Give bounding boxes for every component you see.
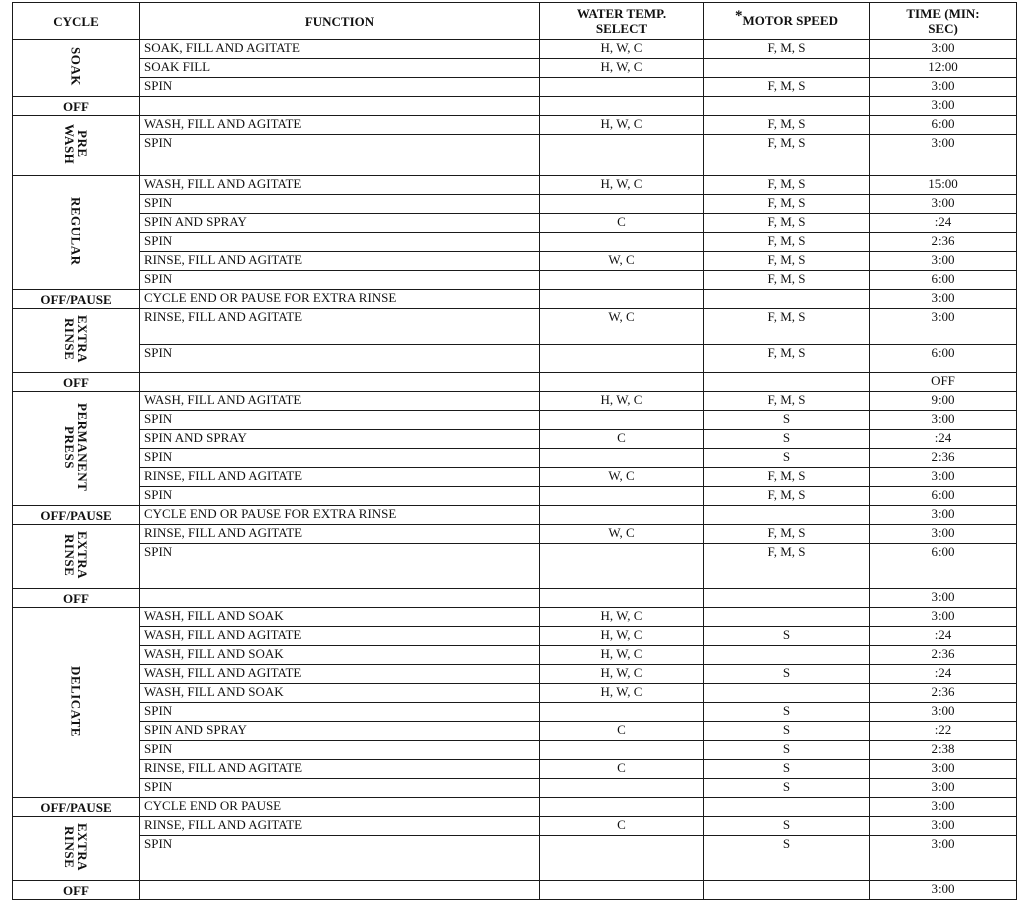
- time-cell: 2:36: [870, 684, 1017, 703]
- cycle-label: DELICATE: [68, 665, 84, 737]
- motor-speed-cell: [704, 506, 870, 525]
- cycle-cell: [13, 817, 140, 881]
- water-temp-cell: [540, 449, 704, 468]
- time-cell: 3:00: [870, 40, 1017, 59]
- time-cell: 3:00: [870, 506, 1017, 525]
- function-cell: SOAK FILL: [140, 59, 540, 78]
- water-temp-cell: H, W, C: [540, 392, 704, 411]
- time-cell: 2:36: [870, 449, 1017, 468]
- water-temp-cell: W, C: [540, 252, 704, 271]
- motor-speed-cell: F, M, S: [704, 309, 870, 345]
- table-row: [13, 116, 1017, 135]
- asterisk-mark: *: [735, 8, 743, 24]
- motor-speed-cell: [704, 373, 870, 392]
- water-temp-cell: [540, 271, 704, 290]
- table-row: [13, 135, 1017, 176]
- time-cell: :24: [870, 214, 1017, 233]
- cycle-label: OFF: [63, 98, 89, 114]
- water-temp-cell: W, C: [540, 468, 704, 487]
- header-cycle: CYCLE: [13, 3, 140, 40]
- water-temp-cell: H, W, C: [540, 608, 704, 627]
- cycle-cell: [13, 309, 140, 373]
- function-cell: RINSE, FILL AND AGITATE: [140, 817, 540, 836]
- cycle-label: PERMANENT PRESS: [62, 402, 90, 492]
- function-cell: SPIN: [140, 78, 540, 97]
- cycle-cell: [13, 525, 140, 589]
- table-row: [13, 271, 1017, 290]
- motor-speed-cell: F, M, S: [704, 525, 870, 544]
- time-cell: :24: [870, 665, 1017, 684]
- motor-speed-cell: [704, 290, 870, 309]
- table-row: [13, 411, 1017, 430]
- motor-speed-cell: [704, 646, 870, 665]
- motor-speed-cell: F, M, S: [704, 271, 870, 290]
- water-temp-cell: [540, 544, 704, 589]
- cycle-cell: [13, 97, 140, 116]
- function-cell: WASH, FILL AND AGITATE: [140, 627, 540, 646]
- time-cell: 6:00: [870, 487, 1017, 506]
- motor-speed-cell: F, M, S: [704, 116, 870, 135]
- water-temp-cell: [540, 135, 704, 176]
- water-temp-cell: [540, 779, 704, 798]
- water-temp-cell: [540, 589, 704, 608]
- water-temp-cell: [540, 345, 704, 373]
- time-cell: 3:00: [870, 468, 1017, 487]
- function-cell: RINSE, FILL AND AGITATE: [140, 252, 540, 271]
- cycle-cell: [13, 881, 140, 900]
- water-temp-cell: C: [540, 817, 704, 836]
- time-cell: :24: [870, 627, 1017, 646]
- table-row: [13, 252, 1017, 271]
- motor-speed-cell: F, M, S: [704, 40, 870, 59]
- time-cell: 3:00: [870, 411, 1017, 430]
- cycle-cell: [13, 506, 140, 525]
- water-temp-cell: C: [540, 722, 704, 741]
- function-cell: [140, 881, 540, 900]
- water-temp-cell: H, W, C: [540, 646, 704, 665]
- table-row: [13, 525, 1017, 544]
- motor-speed-cell: F, M, S: [704, 392, 870, 411]
- function-cell: [140, 97, 540, 116]
- table-row: [13, 881, 1017, 900]
- cycle-cell: [13, 392, 140, 506]
- table-row: [13, 430, 1017, 449]
- motor-speed-cell: F, M, S: [704, 487, 870, 506]
- water-temp-cell: [540, 97, 704, 116]
- motor-speed-cell: [704, 684, 870, 703]
- time-cell: 3:00: [870, 78, 1017, 97]
- time-cell: 6:00: [870, 116, 1017, 135]
- function-cell: RINSE, FILL AND AGITATE: [140, 468, 540, 487]
- function-cell: CYCLE END OR PAUSE: [140, 798, 540, 817]
- motor-speed-cell: S: [704, 430, 870, 449]
- header-time: TIME (MIN: SEC): [870, 3, 1017, 40]
- motor-speed-cell: S: [704, 411, 870, 430]
- cycle-label: EXTRA RINSE: [62, 530, 90, 579]
- motor-speed-cell: [704, 59, 870, 78]
- motor-speed-cell: S: [704, 703, 870, 722]
- time-cell: 9:00: [870, 392, 1017, 411]
- time-cell: 3:00: [870, 135, 1017, 176]
- cycle-label: REGULAR: [68, 196, 84, 266]
- water-temp-cell: [540, 233, 704, 252]
- cycle-label: EXTRA RINSE: [62, 314, 90, 363]
- motor-speed-cell: F, M, S: [704, 233, 870, 252]
- table-row: [13, 487, 1017, 506]
- motor-speed-cell: F, M, S: [704, 135, 870, 176]
- table-row: [13, 195, 1017, 214]
- water-temp-cell: [540, 411, 704, 430]
- table-header: [13, 3, 1017, 40]
- table-row: [13, 97, 1017, 116]
- motor-speed-cell: [704, 589, 870, 608]
- function-cell: SPIN: [140, 345, 540, 373]
- function-cell: SPIN: [140, 544, 540, 589]
- function-cell: WASH, FILL AND AGITATE: [140, 392, 540, 411]
- time-cell: 3:00: [870, 525, 1017, 544]
- motor-speed-cell: F, M, S: [704, 195, 870, 214]
- water-temp-cell: H, W, C: [540, 665, 704, 684]
- table-row: [13, 703, 1017, 722]
- table-row: [13, 836, 1017, 881]
- motor-speed-cell: S: [704, 627, 870, 646]
- table-row: [13, 741, 1017, 760]
- table-row: [13, 544, 1017, 589]
- motor-speed-cell: F, M, S: [704, 252, 870, 271]
- function-cell: WASH, FILL AND AGITATE: [140, 176, 540, 195]
- table-row: [13, 59, 1017, 78]
- water-temp-cell: [540, 741, 704, 760]
- time-cell: 2:38: [870, 741, 1017, 760]
- time-cell: 3:00: [870, 195, 1017, 214]
- cycle-cell: [13, 290, 140, 309]
- function-cell: SPIN: [140, 233, 540, 252]
- function-cell: SPIN: [140, 271, 540, 290]
- time-cell: 6:00: [870, 345, 1017, 373]
- table-row: [13, 798, 1017, 817]
- cycle-cell: [13, 798, 140, 817]
- table-row: [13, 684, 1017, 703]
- function-cell: SPIN: [140, 779, 540, 798]
- cycle-cell: [13, 40, 140, 97]
- table-row: [13, 722, 1017, 741]
- table-row: [13, 817, 1017, 836]
- time-cell: 3:00: [870, 290, 1017, 309]
- motor-speed-cell: F, M, S: [704, 78, 870, 97]
- function-cell: SPIN: [140, 836, 540, 881]
- header-row: [13, 3, 1017, 40]
- table-row: [13, 589, 1017, 608]
- time-cell: :24: [870, 430, 1017, 449]
- water-temp-cell: H, W, C: [540, 176, 704, 195]
- time-cell: 6:00: [870, 271, 1017, 290]
- time-cell: 3:00: [870, 760, 1017, 779]
- cycle-label: OFF: [63, 590, 89, 606]
- motor-speed-cell: S: [704, 817, 870, 836]
- function-cell: SPIN: [140, 741, 540, 760]
- function-cell: [140, 589, 540, 608]
- cycle-label: SOAK: [68, 47, 84, 86]
- header-motor-speed: [704, 3, 870, 40]
- table-row: [13, 506, 1017, 525]
- water-temp-cell: [540, 881, 704, 900]
- cycle-cell: [13, 116, 140, 176]
- motor-speed-cell: S: [704, 741, 870, 760]
- table-row: [13, 290, 1017, 309]
- function-cell: SPIN: [140, 195, 540, 214]
- water-temp-cell: H, W, C: [540, 627, 704, 646]
- time-cell: 3:00: [870, 608, 1017, 627]
- water-temp-cell: [540, 78, 704, 97]
- cycle-cell: [13, 608, 140, 798]
- time-cell: 2:36: [870, 233, 1017, 252]
- time-cell: 3:00: [870, 798, 1017, 817]
- time-cell: 2:36: [870, 646, 1017, 665]
- motor-speed-cell: S: [704, 779, 870, 798]
- table-row: [13, 373, 1017, 392]
- table-row: [13, 345, 1017, 373]
- time-cell: OFF: [870, 373, 1017, 392]
- water-temp-cell: [540, 703, 704, 722]
- function-cell: WASH, FILL AND SOAK: [140, 684, 540, 703]
- motor-speed-cell: S: [704, 665, 870, 684]
- water-temp-cell: [540, 373, 704, 392]
- function-cell: CYCLE END OR PAUSE FOR EXTRA RINSE: [140, 290, 540, 309]
- water-temp-cell: H, W, C: [540, 116, 704, 135]
- motor-speed-cell: [704, 608, 870, 627]
- function-cell: SPIN AND SPRAY: [140, 430, 540, 449]
- cycle-label: OFF: [63, 882, 89, 898]
- water-temp-cell: C: [540, 430, 704, 449]
- function-cell: [140, 373, 540, 392]
- time-cell: 3:00: [870, 252, 1017, 271]
- cycle-cell: [13, 589, 140, 608]
- time-cell: 3:00: [870, 881, 1017, 900]
- time-cell: 3:00: [870, 817, 1017, 836]
- function-cell: SPIN: [140, 135, 540, 176]
- cycle-cell: [13, 373, 140, 392]
- water-temp-cell: H, W, C: [540, 40, 704, 59]
- function-cell: SPIN AND SPRAY: [140, 214, 540, 233]
- cycle-label: OFF/PAUSE: [40, 507, 112, 523]
- table-row: [13, 779, 1017, 798]
- motor-speed-cell: S: [704, 449, 870, 468]
- table-row: [13, 760, 1017, 779]
- motor-speed-cell: S: [704, 836, 870, 881]
- header-function: FUNCTION: [140, 3, 540, 40]
- water-temp-cell: [540, 836, 704, 881]
- water-temp-cell: H, W, C: [540, 684, 704, 703]
- wash-cycle-table: [12, 2, 1017, 900]
- time-cell: 12:00: [870, 59, 1017, 78]
- water-temp-cell: [540, 506, 704, 525]
- cycle-cell: [13, 176, 140, 290]
- function-cell: WASH, FILL AND SOAK: [140, 646, 540, 665]
- time-cell: 3:00: [870, 836, 1017, 881]
- function-cell: WASH, FILL AND AGITATE: [140, 116, 540, 135]
- table-row: [13, 233, 1017, 252]
- water-temp-cell: [540, 290, 704, 309]
- cycle-label: EXTRA RINSE: [62, 822, 90, 871]
- water-temp-cell: [540, 195, 704, 214]
- table-body: [13, 40, 1017, 900]
- table-row: [13, 214, 1017, 233]
- function-cell: WASH, FILL AND AGITATE: [140, 665, 540, 684]
- time-cell: :22: [870, 722, 1017, 741]
- time-cell: 3:00: [870, 309, 1017, 345]
- table-row: [13, 608, 1017, 627]
- function-cell: SPIN: [140, 449, 540, 468]
- time-cell: 6:00: [870, 544, 1017, 589]
- time-cell: 3:00: [870, 779, 1017, 798]
- header-water-temp: WATER TEMP. SELECT: [540, 3, 704, 40]
- function-cell: SPIN: [140, 703, 540, 722]
- water-temp-cell: C: [540, 760, 704, 779]
- time-cell: 3:00: [870, 97, 1017, 116]
- cycle-label: OFF/PAUSE: [40, 799, 112, 815]
- function-cell: RINSE, FILL AND AGITATE: [140, 525, 540, 544]
- cycle-label: OFF: [63, 374, 89, 390]
- table-row: [13, 646, 1017, 665]
- function-cell: SPIN: [140, 487, 540, 506]
- function-cell: SPIN AND SPRAY: [140, 722, 540, 741]
- header-motor-speed-label: MOTOR SPEED: [742, 13, 838, 28]
- function-cell: RINSE, FILL AND AGITATE: [140, 309, 540, 345]
- table-row: [13, 176, 1017, 195]
- cycle-label: PRE WASH: [62, 123, 90, 165]
- motor-speed-cell: F, M, S: [704, 468, 870, 487]
- table-row: [13, 665, 1017, 684]
- table-row: [13, 468, 1017, 487]
- water-temp-cell: [540, 487, 704, 506]
- motor-speed-cell: F, M, S: [704, 544, 870, 589]
- function-cell: SOAK, FILL AND AGITATE: [140, 40, 540, 59]
- motor-speed-cell: [704, 798, 870, 817]
- time-cell: 3:00: [870, 589, 1017, 608]
- water-temp-cell: C: [540, 214, 704, 233]
- motor-speed-cell: F, M, S: [704, 214, 870, 233]
- table-row: [13, 627, 1017, 646]
- table-row: [13, 78, 1017, 97]
- motor-speed-cell: [704, 881, 870, 900]
- function-cell: RINSE, FILL AND AGITATE: [140, 760, 540, 779]
- motor-speed-cell: S: [704, 722, 870, 741]
- table-row: [13, 40, 1017, 59]
- water-temp-cell: H, W, C: [540, 59, 704, 78]
- motor-speed-cell: F, M, S: [704, 345, 870, 373]
- motor-speed-cell: F, M, S: [704, 176, 870, 195]
- cycle-label: OFF/PAUSE: [40, 291, 112, 307]
- time-cell: 15:00: [870, 176, 1017, 195]
- time-cell: 3:00: [870, 703, 1017, 722]
- table-row: [13, 449, 1017, 468]
- water-temp-cell: W, C: [540, 525, 704, 544]
- water-temp-cell: W, C: [540, 309, 704, 345]
- table-row: [13, 309, 1017, 345]
- motor-speed-cell: [704, 97, 870, 116]
- function-cell: CYCLE END OR PAUSE FOR EXTRA RINSE: [140, 506, 540, 525]
- motor-speed-cell: S: [704, 760, 870, 779]
- water-temp-cell: [540, 798, 704, 817]
- table-row: [13, 392, 1017, 411]
- function-cell: WASH, FILL AND SOAK: [140, 608, 540, 627]
- function-cell: SPIN: [140, 411, 540, 430]
